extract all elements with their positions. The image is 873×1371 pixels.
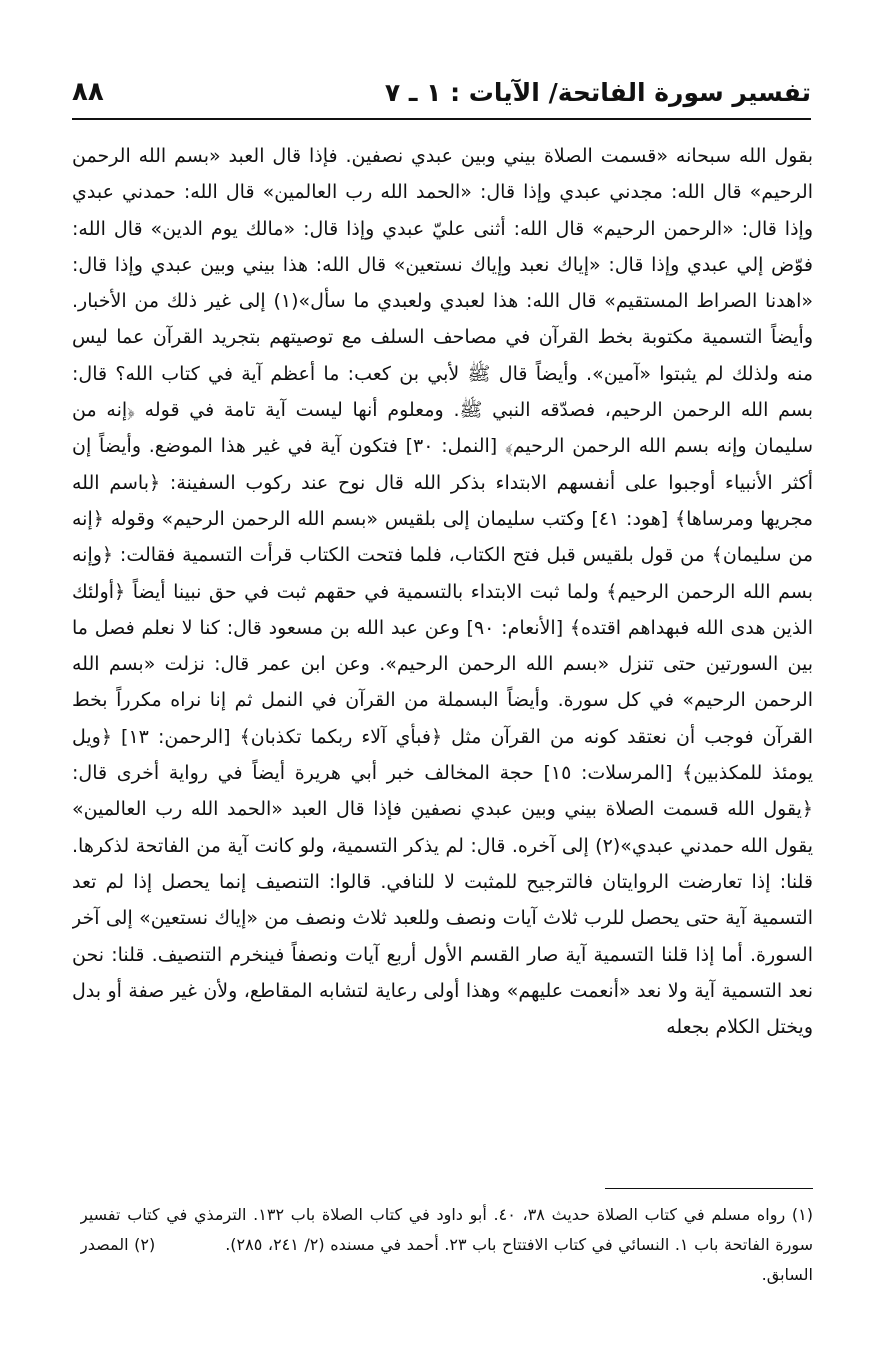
footnote-2: (٢) المصدر السابق.: [80, 1235, 813, 1284]
body-paragraph: بقول الله سبحانه «قسمت الصلاة بيني وبين عبدي نصفين. فإذا قال العبد «بسم الله الرحمن الرحيم» قال الله: مجدني عبدي وإذا قال: «الحمد الله رب العالمين» قال الله: حمدني عبدي وإذا قال: «الرحمن الرحيم» قال الله: أثنى عليّ عبدي وإذا قال: «مالك يوم الدين» قال الله: فوّض إلي عبدي وإذا قال: «إياك نعبد وإياك نستعين» قال الله: هذا بيني وبين عبدي وإذا قال: «اهدنا الصراط المستقيم» قال الله: هذا لعبدي ولعبدي ما سأل»(١) إلى غير ذلك من الأخبار. وأيضاً التسمية مكتوبة بخط القرآن في مصاحف السلف مع توصيتهم بتجريد القرآن عما ليس منه ولذلك لم يثبتوا «آمين». وأيضاً قال ﷺ لأبي بن كعب: ما أعظم آية في كتاب الله؟ قال: بسم الله الرحمن الرحيم، فصدّقه النبي ﷺ. ومعلوم أنها ليست آية تامة في قوله ﴿إنه من سليمان وإنه بسم الله الرحمن الرحيم﴾ [النمل: ٣٠] فتكون آية في غير هذا الموضع. وأيضاً إن أكثر الأنبياء أوجبوا على أنفسهم الابتداء بذكر الله قال نوح عند ركوب السفينة: ﴿باسم الله مجريها ومرساها﴾ [هود: ٤١] وكتب سليمان إلى بلقيس «بسم الله الرحمن الرحيم» وقوله ﴿إنه من سليمان﴾ من قول بلقيس قبل فتح الكتاب، فلما فتحت الكتاب قرأت التسمية فقالت: ﴿وإنه بسم الله الرحمن الرحيم﴾ ولما ثبت الابتداء بالتسمية في حقهم ثبت في حق نبينا أيضاً ﴿أولئك الذين هدى الله فبهداهم اقتده﴾ [الأنعام: ٩٠] وعن عبد الله بن مسعود قال: كنا لا نعلم فصل ما بين السورتين حتى تنزل «بسم الله الرحمن الرحيم». وعن ابن عمر قال: نزلت «بسم الله الرحمن الرحيم» في كل سورة. وأيضاً البسملة من القرآن في النمل ثم إنا نراه مكرراً بخط القرآن فوجب أن نعتقد كونه من القرآن مثل ﴿فبأي آلاء ربكما تكذبان﴾ [الرحمن: ١٣] ﴿ويل يومئذ للمكذبين﴾ [المرسلات: ١٥] حجة المخالف خبر أبي هريرة أيضاً في رواية أخرى قال: ﴿يقول الله قسمت الصلاة بيني وبين عبدي نصفين فإذا قال العبد «الحمد الله رب العالمين» يقول الله حمدني عبدي»(٢) إلى آخره. قال: لم يذكر التسمية، ولو كانت آية من الفاتحة لذكرها. قلنا: إذا تعارضت الروايتان فالترجيح للمثبت لا للنافي. قالوا: التنصيف إنما يحصل إذا لم تعد التسمية آية حتى يحصل للرب ثلاث آيات ونصف وللعبد ثلاث ونصف من «إياك نستعين» إلى آخر السورة. أما إذا قلنا التسمية آية صار القسم الأول أربع آيات ونصفاً فينخرم التنصيف. قلنا: نحن نعد التسمية آية ولا نعد «أنعمت عليهم» وهذا أولى رعاية لتشابه المقاطع، ولأن غير صفة أو بدل ويختل الكلام بجعله: [72, 145, 813, 1039]
page-number: ٨٨: [72, 77, 104, 107]
running-title: تفسير سورة الفاتحة/ الآيات : ١ ـ ٧: [384, 77, 811, 107]
header-rule: [72, 118, 811, 120]
footnotes: [80, 1200, 813, 1300]
running-header: [72, 70, 811, 114]
footnote-1: (١) رواه مسلم في كتاب الصلاة حديث ٣٨، ٤٠. أبو داود في كتاب الصلاة باب ١٣٢. الترمذي في كتاب تفسير سورة الفاتحة باب ١. النسائي في كتاب الافتتاح باب ٢٣. أحمد في مسنده (٢/ ٢٤١، ٢٨٥).: [80, 1205, 813, 1254]
footnote-separator: [605, 1188, 813, 1189]
main-text: [72, 138, 813, 1180]
footnote-block: [80, 1200, 813, 1290]
